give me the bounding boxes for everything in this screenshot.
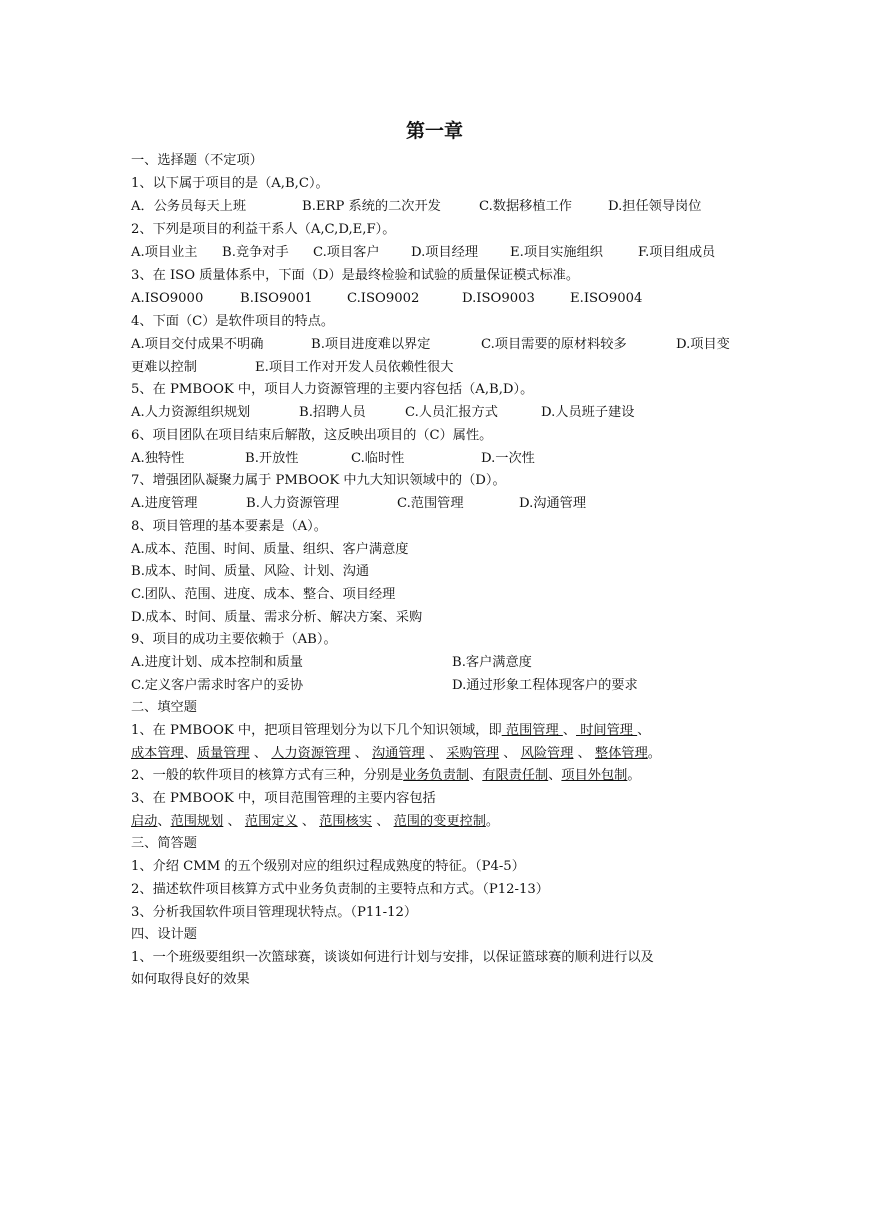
q3-stem: 3、在 ISO 质量体系中，下面（D）是最终检验和试验的质量保证模式标准。: [131, 268, 580, 283]
q4-option-a: A.项目交付成果不明确: [131, 337, 264, 352]
fill-q3-answer-4: 范围核实: [319, 814, 372, 829]
q2-option-d: D.项目经理: [411, 245, 479, 260]
q3-option-c: C.ISO9002: [347, 291, 420, 306]
q6-stem: 6、项目团队在项目结束后解散，这反映出项目的（C）属性。: [131, 428, 493, 443]
separator: 、: [573, 746, 591, 761]
q3-option-a: A.ISO9000: [131, 291, 204, 306]
q4-option-d: D.项目变: [676, 337, 730, 352]
separator: 、: [637, 723, 651, 738]
fill-q3-answer-3: 范围定义: [244, 814, 298, 829]
fill-q1-answer-9: 整体管理: [595, 746, 648, 761]
fill-q1-line2: [131, 745, 661, 763]
q3-option-e: E.ISO9004: [570, 291, 643, 306]
fill-q2-answer-1: 业务负责制: [403, 768, 470, 783]
fill-q1-answer-4: 质量管理: [196, 746, 250, 761]
q9-option-b: B.客户满意度: [452, 655, 532, 670]
q2-option-f: F.项目组成员: [638, 245, 716, 260]
q4-option-b: B.项目进度难以界定: [311, 337, 431, 352]
separator: 、: [297, 814, 316, 829]
section-choice-heading: 一、选择题（不定项）: [131, 153, 263, 168]
separator: 、: [350, 746, 368, 761]
fill-q3-answer-1: 启动: [131, 814, 158, 829]
short-answer-q2: 2、描述软件项目核算方式中业务负责制的主要特点和方式。（P12-13）: [131, 882, 549, 897]
fill-q2-answer-3: 项目外包制: [561, 768, 628, 783]
q7-option-a: A.进度管理: [131, 496, 198, 511]
q8-option-b: B.成本、时间、质量、风险、计划、沟通: [131, 564, 370, 579]
q4-option-e: E.项目工作对开发人员依赖性很大: [255, 360, 454, 375]
section-fill-heading: 二、填空题: [131, 700, 197, 715]
q1-stem: 1、以下属于项目的是（A,B,C）。: [131, 176, 329, 191]
q1-option-b: B.ERP 系统的二次开发: [302, 199, 441, 214]
q6-option-b: B.开放性: [245, 451, 299, 466]
q3-option-b: B.ISO9001: [240, 291, 313, 306]
q8-option-d: D.成本、时间、质量、需求分析、解决方案、采购: [131, 610, 423, 625]
fill-q3-answers: [131, 813, 499, 831]
q7-stem: 7、增强团队凝聚力属于 PMBOOK 中九大知识领域中的（D）。: [131, 473, 506, 488]
q8-option-a: A.成本、范围、时间、质量、组织、客户满意度: [131, 542, 409, 557]
fill-q1-prefix: 1、在 PMBOOK 中，把项目管理划分为以下几个知识领域，即: [131, 723, 502, 738]
q2-stem: 2、下列是项目的利益干系人（A,C,D,E,F）。: [131, 222, 396, 237]
fill-q1-line1: [131, 722, 650, 740]
fill-q3-answer-5: 范围的变更控制: [393, 814, 486, 829]
short-answer-q3: 3、分析我国软件项目管理现状特点。（P11-12）: [131, 905, 418, 920]
q6-option-d: D.一次性: [481, 451, 535, 466]
separator: 、: [424, 746, 443, 761]
q2-option-e: E.项目实施组织: [510, 245, 603, 260]
q9-option-d: D.通过形象工程体现客户的要求: [452, 678, 638, 693]
q3-option-d: D.ISO9003: [462, 291, 535, 306]
q1-option-a: A．公务员每天上班: [131, 199, 247, 214]
separator: 。: [485, 814, 500, 829]
separator: 、: [223, 814, 241, 829]
q2-option-a: A.项目业主: [131, 245, 198, 260]
short-answer-q1: 1、介绍 CMM 的五个级别对应的组织过程成熟度的特征。（P4-5）: [131, 859, 525, 874]
fill-q1-answer-5: 人力资源管理: [271, 746, 351, 761]
separator: 、: [469, 768, 483, 783]
design-q1-line1: 1、一个班级要组织一次篮球赛，谈谈如何进行计划与安排，以保证篮球赛的顺利进行以及: [131, 950, 654, 965]
q8-option-c: C.团队、范围、进度、成本、整合、项目经理: [131, 587, 396, 602]
q6-option-c: C.临时性: [351, 451, 405, 466]
fill-q1-answer-8: 风险管理: [520, 746, 574, 761]
q7-option-d: D.沟通管理: [519, 496, 587, 511]
q2-option-b: B.竞争对手: [222, 245, 289, 260]
q9-stem: 9、项目的成功主要依赖于（AB）。: [131, 632, 337, 647]
separator: 、: [249, 746, 268, 761]
q1-option-c: C.数据移植工作: [479, 199, 572, 214]
q5-stem: 5、在 PMBOOK 中，项目人力资源管理的主要内容包括（A,B,D）。: [131, 382, 534, 397]
fill-q2-answer-2: 有限责任制: [482, 768, 549, 783]
q8-stem: 8、项目管理的基本要素是（A）。: [131, 519, 327, 534]
fill-q3-answer-2: 范围规划: [170, 814, 224, 829]
separator: 、: [157, 814, 171, 829]
fill-q2-prefix: 2、一般的软件项目的核算方式有三种，分别是: [131, 768, 404, 783]
q4-stem: 4、下面（C）是软件项目的特点。: [131, 314, 335, 329]
fill-q1-answer-1: 范围管理: [501, 723, 563, 738]
separator: 、: [183, 746, 197, 761]
q2-option-c: C.项目客户: [313, 245, 380, 260]
q5-option-c: C.人员汇报方式: [405, 405, 498, 420]
q5-option-b: B.招聘人员: [299, 405, 366, 420]
separator: 、: [372, 814, 390, 829]
page-title: 第一章: [405, 120, 463, 142]
q4-option-d-cont: 更难以控制: [131, 360, 197, 375]
section-short-answer-heading: 三、简答题: [131, 836, 197, 851]
fill-q1-answer-3: 成本管理: [131, 746, 184, 761]
q6-option-a: A.独特性: [131, 451, 185, 466]
separator: 、: [499, 746, 517, 761]
fill-q3-stem: 3、在 PMBOOK 中，项目范围管理的主要内容包括: [131, 791, 436, 806]
q4-option-c: C.项目需要的原材料较多: [481, 337, 627, 352]
q9-option-c: C.定义客户需求时客户的妥协: [131, 678, 304, 693]
section-design-heading: 四、设计题: [131, 927, 197, 942]
separator: 、: [548, 768, 562, 783]
fill-q1-answer-7: 采购管理: [446, 746, 500, 761]
design-q1-line2: 如何取得良好的效果: [131, 972, 250, 987]
fill-q1-answer-2: 时间管理: [576, 723, 638, 738]
q5-option-d: D.人员班子建设: [541, 405, 635, 420]
q5-option-a: A.人力资源组织规划: [131, 405, 251, 420]
separator: 。: [627, 768, 641, 783]
q1-option-d: D.担任领导岗位: [608, 199, 702, 214]
fill-q2: [131, 767, 641, 785]
q9-option-a: A.进度计划、成本控制和质量: [131, 655, 303, 670]
fill-q1-answer-6: 沟通管理: [372, 746, 425, 761]
q7-option-b: B.人力资源管理: [246, 496, 340, 511]
separator: 、: [562, 723, 577, 738]
q7-option-c: C.范围管理: [397, 496, 464, 511]
separator: 。: [647, 746, 661, 761]
